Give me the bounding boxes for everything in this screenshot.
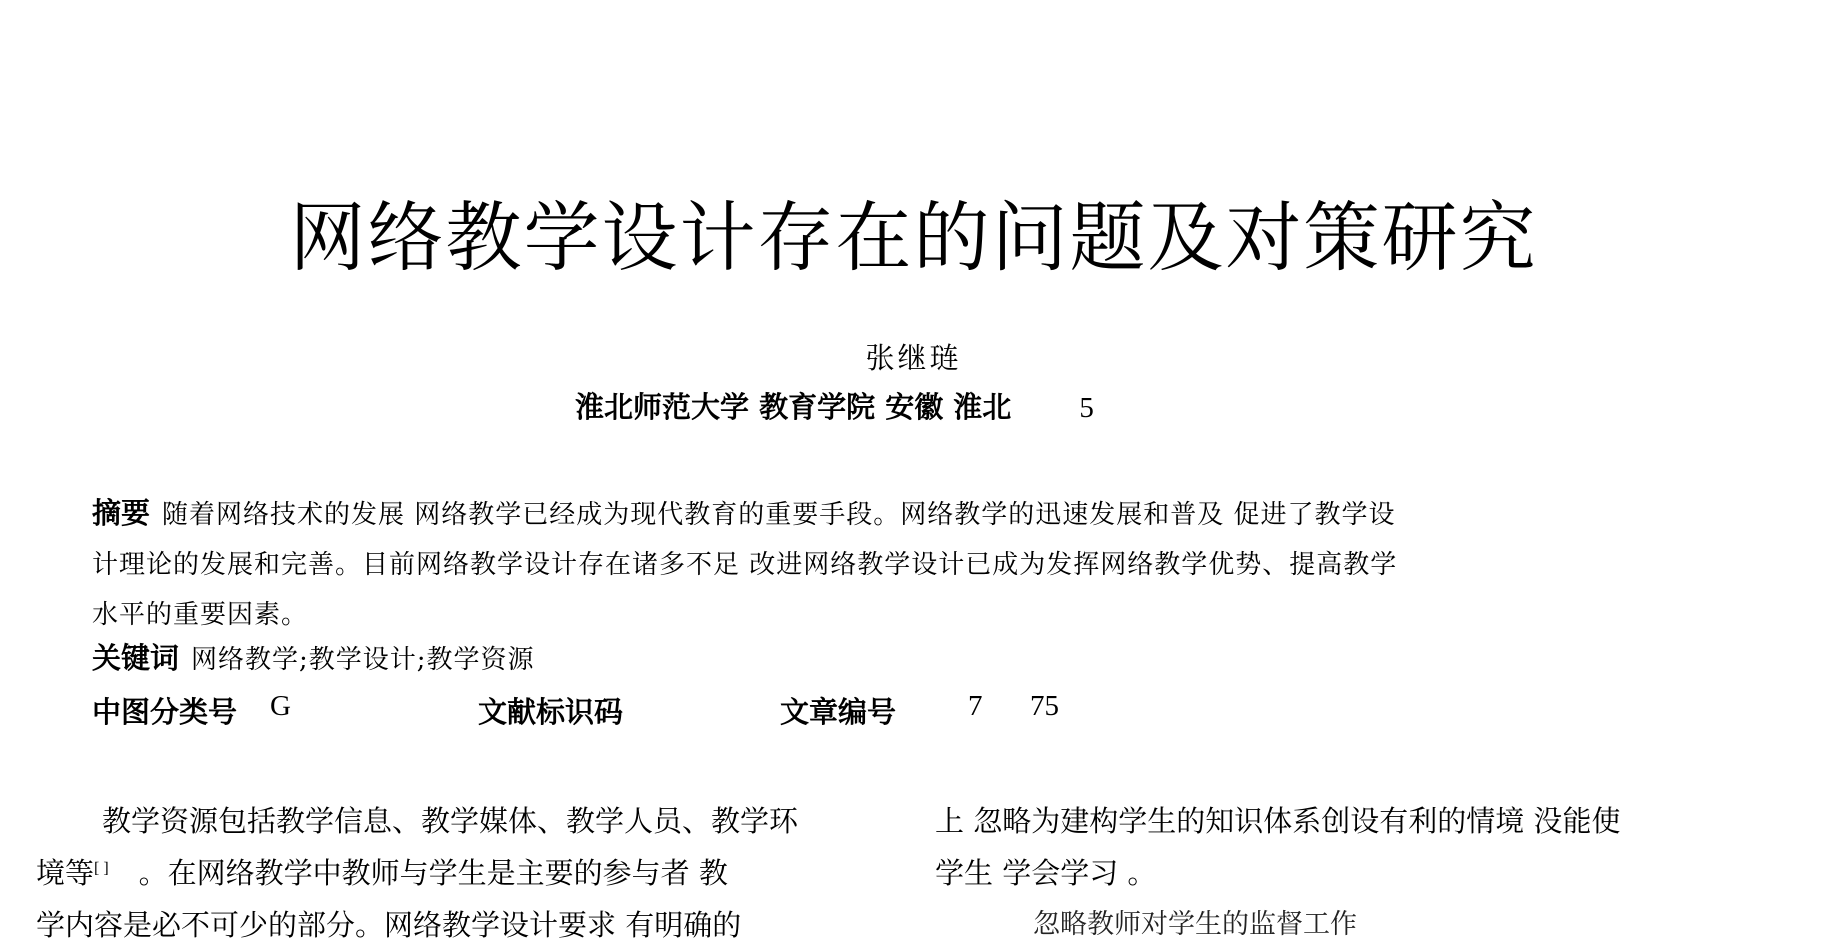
keywords [92,636,535,677]
article-no-label: 文章编号 [780,695,897,729]
body-line: 上 忽略为建构学生的知识体系创设有利的情境 没能使 [935,804,1621,838]
keywords-label: 关键词 [92,641,180,675]
abstract-text: 随着网络技术的发展 网络教学已经成为现代教育的重要手段。网络教学的迅速发展和普及 促进了教学设 [162,500,1396,530]
body-line: 忽略教师对学生的监督工作 [1033,909,1357,940]
affiliation [575,385,1094,426]
classification-row [92,690,1292,730]
paper-title: 网络教学设计存在的问题及对策研究 [289,193,1538,282]
abstract-line: 计理论的发展和完善。目前网络教学设计存在诸多不足 改进网络教学设计已成为发挥网络教学优势、提高教学 [92,550,1398,580]
body-right-column [935,795,1785,951]
body-line: 学内容是必不可少的部分。网络教学设计要求 有明确的 [36,908,742,942]
body-text: 。在网络教学中教师与学生是主要的参与者 教 [138,856,728,890]
article-no-part1: 7 [968,690,983,722]
citation-ref: [ ] [94,860,109,877]
keywords-text: 网络教学;教学设计;教学资源 [191,645,535,675]
body-left-column [36,795,866,951]
author-name: 张继琏 [865,341,962,375]
body-text: 境等 [36,856,95,890]
abstract [92,488,1732,640]
clc-value: G [270,690,291,722]
body-line: 学生 学会学习 。 [935,856,1157,890]
abstract-line [92,488,1732,540]
clc-label: 中图分类号 [92,695,238,729]
abstract-label: 摘要 [92,496,151,530]
body-line: 教学资源包括教学信息、教学媒体、教学人员、教学环 [102,804,799,838]
article-no-part2: 75 [1030,690,1059,722]
body-line [36,847,866,899]
affiliation-postcode: 5 [1079,392,1094,424]
affiliation-text: 淮北师范大学 教育学院 安徽 淮北 [575,390,1012,424]
abstract-line: 水平的重要因素。 [92,600,309,630]
doc-code-label: 文献标识码 [478,695,624,729]
